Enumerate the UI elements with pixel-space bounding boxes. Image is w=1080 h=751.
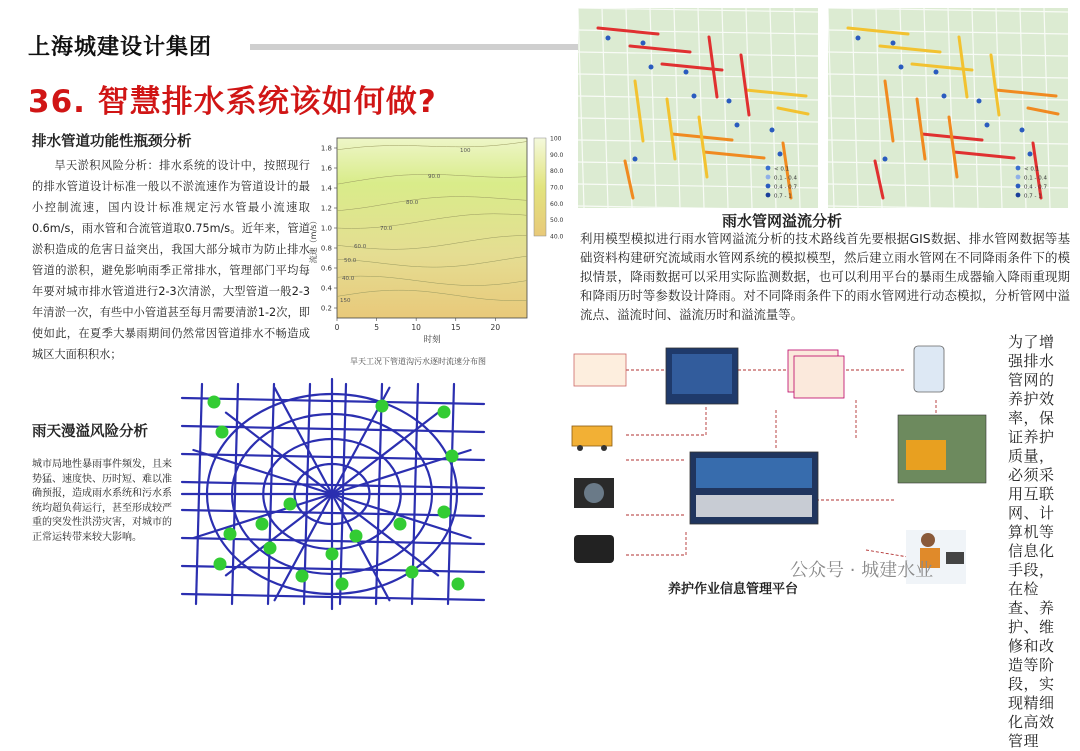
x-tick-label: 20 xyxy=(490,323,501,332)
map-legend-swatch xyxy=(766,184,771,189)
overflow-maps-svg xyxy=(578,8,1068,208)
map-legend-label: 0.1 - 0.4 xyxy=(774,175,797,182)
map-legend-swatch xyxy=(766,166,771,171)
overflow-node xyxy=(264,542,277,555)
overflow-node xyxy=(446,450,459,463)
overflow-node xyxy=(224,528,237,541)
legend-tick-label: 60.0 xyxy=(550,200,564,208)
overflow-node xyxy=(438,506,451,519)
legend-tick-label: 50.0 xyxy=(550,217,564,225)
overflow-node xyxy=(394,518,407,531)
overflow-point xyxy=(770,128,775,133)
section-heading-pipe: 排水管道功能性瓶颈分析 xyxy=(32,134,192,150)
overflow-point xyxy=(891,41,896,46)
section-heading-rain: 雨天漫溢风险分析 xyxy=(32,424,148,440)
legend-tick-label: 40.0 xyxy=(550,233,564,241)
maintenance-heading: 养护作业信息管理平台 xyxy=(668,582,799,597)
overflow-point xyxy=(985,123,990,128)
y-tick-label: 0.4 xyxy=(320,284,332,293)
overflow-point xyxy=(934,70,939,75)
overflow-point xyxy=(883,157,888,162)
overflow-node xyxy=(216,426,229,439)
legend-tick-label: 90.0 xyxy=(550,151,564,159)
page-title: 36. 智慧排水系统该如何做? xyxy=(28,84,437,120)
overflow-point xyxy=(684,70,689,75)
overflow-point xyxy=(856,36,861,41)
y-tick-label: 1.4 xyxy=(320,184,332,193)
legend-tick-label: 100 xyxy=(550,135,562,143)
x-tick-label: 15 xyxy=(450,323,461,332)
x-axis-label: 时刻 xyxy=(423,335,441,345)
app-node xyxy=(574,354,626,386)
pipe-network-svg xyxy=(182,384,484,604)
truck-icon xyxy=(572,426,612,446)
contour-caption: 旱天工况下管道沟污水逐时流速分布图 xyxy=(350,357,486,366)
overflow-node xyxy=(376,400,389,413)
watermark: 公众号 · 城建水业 xyxy=(790,560,934,581)
x-tick-label: 5 xyxy=(374,323,379,332)
legend-colorbar xyxy=(534,138,546,236)
overflow-node xyxy=(208,396,221,409)
y-tick-label: 0.2 xyxy=(320,304,332,313)
map-legend-swatch xyxy=(766,193,771,198)
map-legend-swatch xyxy=(1016,184,1021,189)
mobile-device xyxy=(914,346,944,392)
overflow-node xyxy=(326,548,339,561)
overflow-point xyxy=(778,152,783,157)
map-legend-label: 0.1 - 0.4 xyxy=(1024,175,1047,182)
telephone-icon xyxy=(574,535,614,563)
y-tick-label: 1.6 xyxy=(320,164,332,173)
overflow-node xyxy=(452,578,465,591)
map-legend-swatch xyxy=(766,175,771,180)
map-legend-label: 0.7 - 1 xyxy=(1024,193,1042,200)
contour-label: 80.0 xyxy=(406,200,419,206)
contour-label: 150 xyxy=(340,298,351,304)
radial-road xyxy=(332,413,438,494)
overflow-body: 利用模型模拟进行雨水管网溢流分析的技术路线首先要根据GIS数据、排水管网数据等基础资料构建研究流域雨水管网系统的模拟模型，然后建立雨水管网在不同降雨条件下的模拟情景，降雨数据可以采用实际监测数据，也可以利用平台的暴雨生成器输入降雨重现期和降雨历时等参数设计降雨。对不同降雨条件下的雨水管网进行动态模拟，分析管网中溢流点、溢流时间、溢流历时和溢流量等。 xyxy=(580,231,1070,322)
overflow-point xyxy=(606,36,611,41)
overflow-point xyxy=(1020,128,1025,133)
radial-road xyxy=(226,413,332,494)
overflow-point xyxy=(735,123,740,128)
overflow-point xyxy=(692,94,697,99)
section-body-pipe: 旱天淤积风险分析：排水系统的设计中，按照现行的排水管道设计标准一般以不淤流速作为管道设计的最小控制流速，国内设计标准规定污水管最小流速取0.6m/s，雨水管和合流管道取0.75m/s。近年来，管道淤积造成的危害日益突出，我国大部分城市为防止排水管道的淤积，避免影响雨季正常排水，管理部门平均每年要对城市排水管道进行2-3次清淤，大型管道一般2-3年清淤一次，有些中小管道甚至每月需要清淤1-2次，即使如此，在夏季大暴雨期间仍然常因管道排水不畅造成城区大面积积水； xyxy=(32,159,310,361)
overflow-node xyxy=(284,498,297,511)
y-tick-label: 1.0 xyxy=(320,224,332,233)
y-tick-label: 1.8 xyxy=(320,144,332,153)
contour-label: 60.0 xyxy=(354,244,367,250)
overflow-node xyxy=(214,558,227,571)
legend-tick-label: 80.0 xyxy=(550,168,564,176)
contour-label: 50.0 xyxy=(344,258,357,264)
contour-label: 40.0 xyxy=(342,276,355,282)
contour-label: 70.0 xyxy=(380,226,393,232)
contour-chart-svg xyxy=(310,130,575,370)
overflow-node xyxy=(256,518,269,531)
map-legend-label: 0.7 - 1 xyxy=(774,193,792,200)
overflow-point xyxy=(727,99,732,104)
overflow-node xyxy=(296,570,309,583)
overflow-heading: 雨水管网溢流分析 xyxy=(722,212,843,230)
map-legend-label: 0.4 - 0.7 xyxy=(1024,184,1047,191)
overflow-point xyxy=(641,41,646,46)
maintenance-side-text: 为了增强排水管网的养护效率，保证养护质量，必须采用互联网、计算机等信息化手段，在检查、养护、维修和改造等阶段，实现精细化高效管理 xyxy=(1008,333,1055,750)
map-legend-swatch xyxy=(1016,166,1021,171)
maintenance-svg xyxy=(566,340,1002,602)
overflow-point xyxy=(942,94,947,99)
contour-chart xyxy=(310,130,575,370)
overflow-maps xyxy=(578,8,1068,208)
overflow-node xyxy=(336,578,349,591)
map-legend-label: < 0.1 xyxy=(774,166,790,173)
overflow-point xyxy=(633,157,638,162)
maintenance-diagram xyxy=(566,340,1002,602)
x-tick-label: 10 xyxy=(411,323,421,332)
map-legend-swatch xyxy=(1016,175,1021,180)
y-tick-label: 0.8 xyxy=(320,244,332,253)
map-legend-swatch xyxy=(1016,193,1021,198)
overflow-node xyxy=(350,530,363,543)
contour-label: 100 xyxy=(460,148,471,154)
overflow-point xyxy=(649,65,654,70)
overflow-node xyxy=(438,406,451,419)
overflow-node xyxy=(406,566,419,579)
overflow-point xyxy=(977,99,982,104)
overflow-point xyxy=(1028,152,1033,157)
y-tick-label: 1.2 xyxy=(320,204,332,213)
overflow-point xyxy=(899,65,904,70)
y-tick-label: 0.6 xyxy=(320,264,332,273)
map-legend-label: 0.4 - 0.7 xyxy=(774,184,797,191)
map-legend-label: < 0.1 xyxy=(1024,166,1040,173)
pipe-network-map xyxy=(182,384,484,604)
contour-label: 90.0 xyxy=(428,174,441,180)
legend-tick-label: 70.0 xyxy=(550,184,564,192)
y-axis-label: 流速（m/s） xyxy=(309,216,318,264)
section-body-rain: 城市局地性暴雨事件频发，且来势猛、速度快、历时短、难以准确预报，造成雨水系统和污水系统均超负荷运行，甚至形成较严重的突发性洪涝灾害，对城市的正常运转带来较大影响。 xyxy=(32,459,172,543)
radial-road xyxy=(332,494,438,575)
org-name: 上海城建设计集团 xyxy=(28,35,213,60)
radial-road xyxy=(226,494,332,575)
x-tick-label: 0 xyxy=(334,323,340,332)
